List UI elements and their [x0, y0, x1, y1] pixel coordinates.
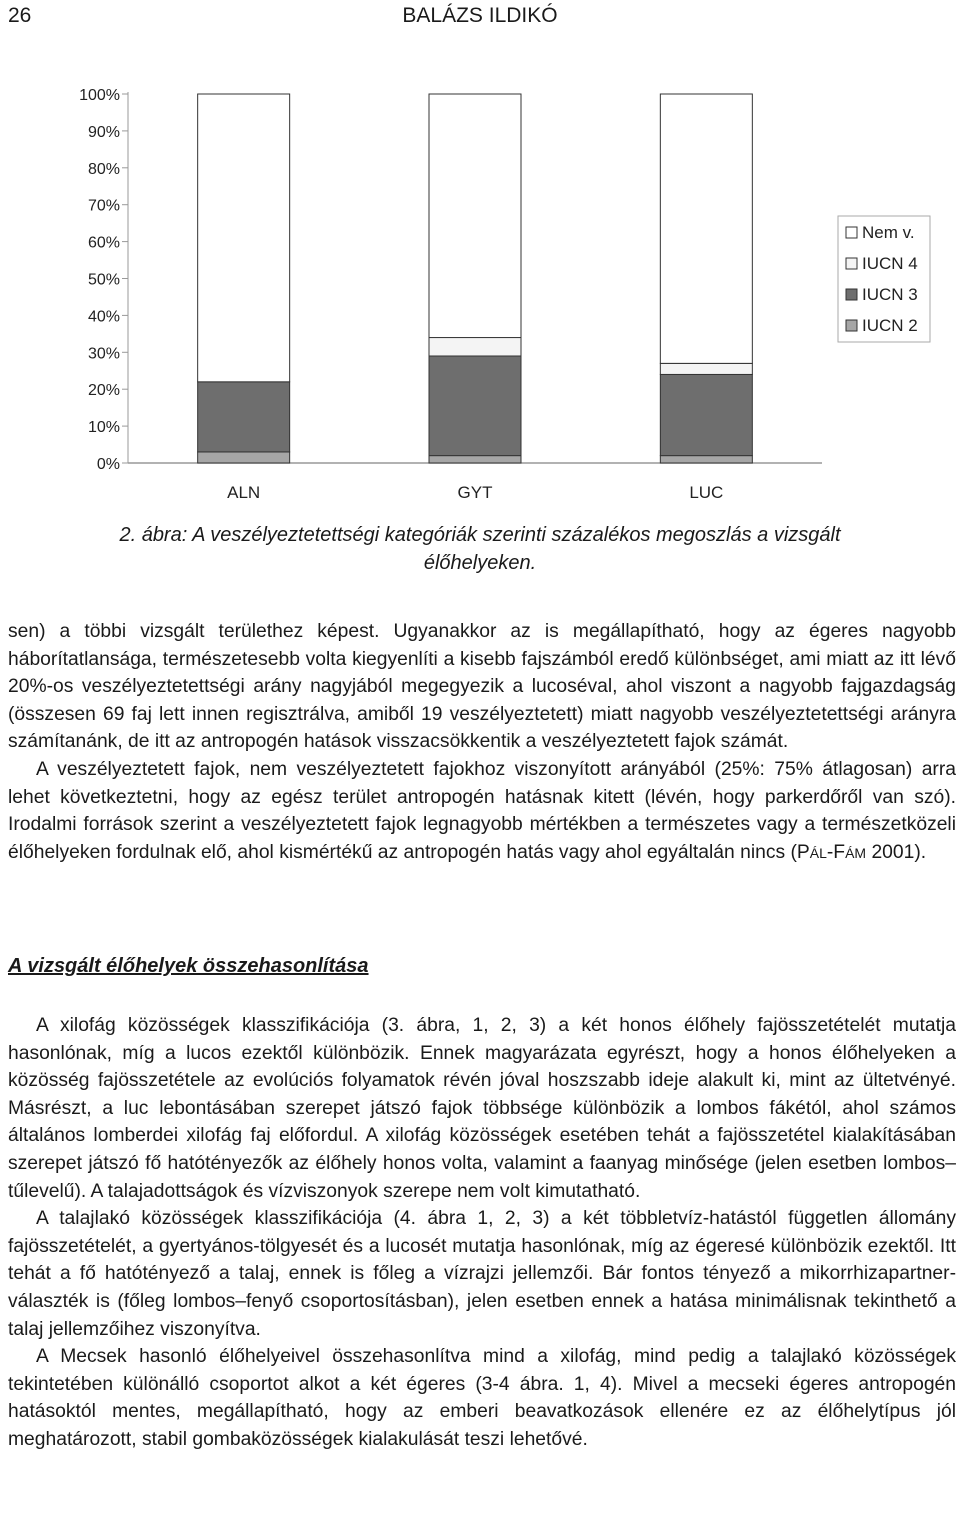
y-tick-label: 20%: [87, 382, 120, 400]
bar-segment-iucn-4: [660, 363, 752, 374]
paragraph-2-text: A veszélyeztetett fajok, nem veszélyeztetett fajokhoz viszonyított arányából (25%: 75% átlagosan) arra lehet következtetni, hogy az egész terület antropogén hatásnak kitett (lévén, hogy parkerdőről van szó). Irodalmi források szerint a veszélyeztetett fajok legnagyobb mértékben a természetes vagy a természetközeli élőhelyeken fordulnak elő, ahol kismértékű az antropogén hatás vagy ahol egyáltalán nincs (: [8, 758, 956, 863]
chart-legend: [838, 216, 930, 342]
paragraph-1: sen) a többi vizsgált területhez képest. Ugyanakkor az is megállapítható, hogy az égeres nagyobb háborítatlansága, természetesebb volta kiegyenlíti a kisebb fajszámból eredő különbséget, ami miatt az itt lévő 20%-os veszélyeztetettségi arány nagyjából megegyezik a lucoséval, ahol viszont a nagyobb fajgazdagság (összesen 69 faj lett innen regisztrálva, amiből 19 veszélyeztetett) miatt nagyobb veszélyeztetettségi arányra számítanánk, de itt az antropogén hatások visszacsökkentik a veszélyeztetett fajok számát.: [8, 621, 956, 753]
page-number: 26: [8, 4, 32, 27]
citation-author-initial-1: P: [796, 841, 810, 863]
bar-segment-iucn-2: [198, 452, 290, 463]
paragraph-5: A Mecsek hasonló élőhelyeivel összehasonlítva mind a xilofág, mind pedig a talajlakó közösségek tekintetében különálló csoportot alkot a két égeres (3-4 ábra. 1, 4). Mivel a mecseki égeres antropogén hatásoktól mentes, megállapítható, hogy az emberi beavatkozások ellenére ez az élőhelytípus jól meghatározott, stabil gombaközösségek kialakulását teszi lehetővé.: [8, 1346, 956, 1450]
legend-swatch: [846, 258, 857, 269]
stacked-bar-chart: [0, 70, 960, 510]
bars: [198, 94, 753, 463]
legend-swatch: [846, 289, 857, 300]
bar-segment-iucn-3: [198, 382, 290, 452]
y-tick-label: 40%: [87, 308, 120, 326]
legend-label: IUCN 3: [862, 285, 918, 304]
citation-author-smallcaps-2: ÁM: [845, 844, 867, 861]
legend-swatch: [846, 320, 857, 331]
page-header: [8, 4, 952, 32]
bar-segment-iucn-4: [429, 338, 521, 356]
citation-year: 2001).: [866, 841, 927, 863]
section-heading: A vizsgált élőhelyek összehasonlítása: [8, 955, 369, 977]
figure-caption: [40, 521, 920, 577]
paragraph-3: A xilofág közösségek klasszifikációja (3. ábra, 1, 2, 3) a két honos élőhely fajösszetételét mutatja hasonlónak, míg a lucos ezektől különbözik. Ennek magyarázata egyrészt, hogy a honos élőhelyeken a közösség fajösszetétele az evolúciós folyamatok révén jóval hoszszabb ideje alakult ki, mint az ültetvényé. Másrészt, a luc lebontásában szerepet játszó fajok többsége különbözik a lombos fákétól, ahol számos általános lomberdei xilofág faj előfordul. A xilofág közösségek esetében tehát a fajösszetétel kialakításában szerepet játszó fő hatótényezők az élőhely honos volta, valamint a faanyag minősége (jelen esetben lombos–tűlevelű). A talajadottságok és vízviszonyok szerepe nem volt kimutatható.: [8, 1015, 956, 1202]
bar-segment-iucn-3: [429, 356, 521, 456]
bar-segment-nem-v-: [429, 94, 521, 338]
caption-line-2: élőhelyeken.: [423, 552, 537, 574]
citation-author-smallcaps-1: ÁL: [809, 844, 827, 861]
bar-segment-iucn-2: [660, 456, 752, 463]
legend-swatch: [846, 227, 857, 238]
y-tick-label: 80%: [87, 160, 120, 178]
y-tick-label: 30%: [87, 345, 120, 363]
x-axis-labels: [227, 483, 723, 502]
x-tick-label: GYT: [457, 483, 493, 502]
paragraph-4: A talajlakó közösségek klasszifikációja (4. ábra 1, 2, 3) a két többletvíz-hatástól független állomány fajösszetételét, a gyertyános-tölgyesét és a lucosét mutatja hasonlónak, míg az égeresé különbözik ezektől. Itt tehát a fő hatótényező a talaj, ennek is főleg a vízrajzi jellemzői. Bár fontos tényező a mikorrhizapartner-választék is (főleg lombos–fenyő csoportosításban), jelen esetben ennek a hatása minimálisnak tekinthető a talaj jellemzőihez viszonyítva.: [8, 1208, 956, 1340]
section-1-text: [8, 618, 956, 867]
y-tick-label: 0%: [96, 456, 120, 473]
y-tick-label: 70%: [87, 197, 120, 215]
y-tick-label: 60%: [87, 234, 120, 252]
bar-segment-iucn-2: [429, 456, 521, 463]
bar-segment-nem-v-: [660, 94, 752, 363]
legend-label: IUCN 2: [862, 316, 918, 335]
paragraph-2: [8, 756, 956, 867]
y-tick-label: 50%: [87, 271, 120, 289]
section-2-text: [8, 1012, 956, 1454]
y-axis-ticks: [79, 87, 128, 473]
running-head: BALÁZS ILDIKÓ: [402, 4, 558, 27]
y-tick-label: 90%: [87, 123, 120, 141]
legend-label: IUCN 4: [862, 254, 918, 273]
x-tick-label: LUC: [689, 483, 724, 502]
citation-author-initial-2: -F: [826, 841, 846, 863]
bar-segment-nem-v-: [198, 94, 290, 382]
bar-segment-iucn-3: [660, 374, 752, 455]
caption-line-1: 2. ábra: A veszélyeztetettségi kategóriák szerinti százalékos megoszlás a vizsgált: [119, 524, 841, 546]
legend-label: Nem v.: [862, 223, 915, 242]
y-tick-label: 100%: [79, 87, 120, 104]
y-tick-label: 10%: [87, 419, 120, 437]
x-tick-label: ALN: [227, 483, 261, 502]
